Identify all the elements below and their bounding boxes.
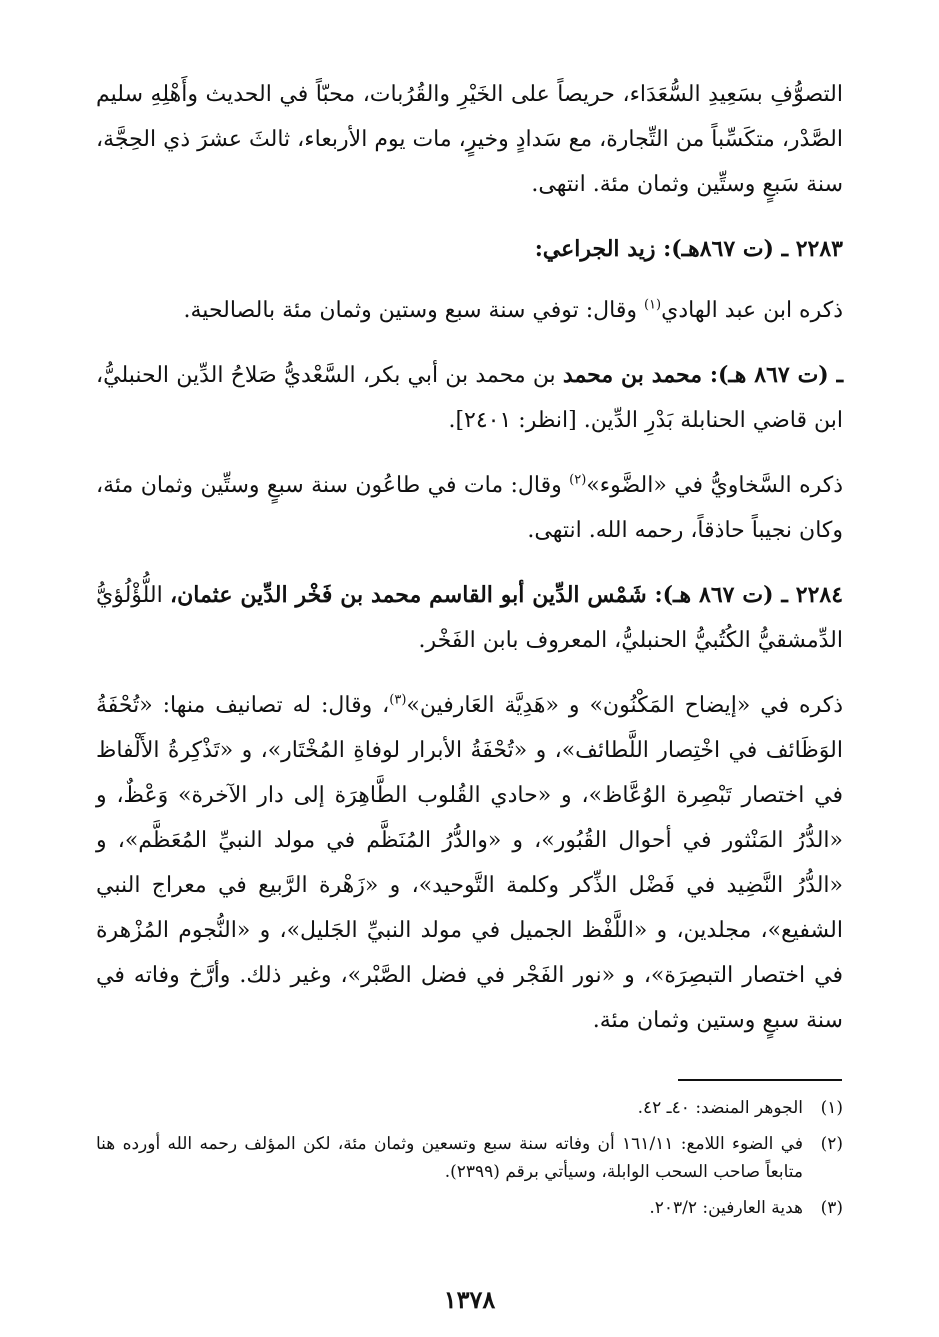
footnote-3: (٣) هدية العارفين: ٢٠٣/٢. <box>649 1198 843 1218</box>
footnote-separator <box>678 1079 842 1081</box>
entry-2283-heading: ٢٢٨٣ ـ (ت ٨٦٧هـ): زيد الجراعي: <box>534 236 843 262</box>
footnote-2: (٢) في الضوء اللامع: ١٦١/١١ أن وفاته سنة سبع وتسعين وثمان مئة، لكن المؤلف رحمه الله أورده هنا متابعاً صاحب السحب الوابلة، وسيأتي برقم (٢٣٩٩). <box>96 1134 843 1182</box>
entry-2283-body: ذكره ابن عبد الهادي$^{(١)}$ وقال: توفي سنة سبع وستين وثمان مئة بالصالحية. <box>183 297 843 323</box>
footnote-ref-1: (١) <box>643 297 662 313</box>
page-number: ١٣٧٨ <box>443 1285 496 1314</box>
footnotes <box>96 1094 843 1230</box>
footnote-ref-2: (٢) <box>569 472 587 488</box>
footnote-ref-3: (٣) <box>389 692 407 708</box>
paragraph-continuation: التصوُّفِ بسَعِيدِ السُّعَدَاء، حريصاً على الخَيْرِ والقُرُبات، محبّاً في الحديث وأَهْلِهِ سليم الصَّدْر، متكَسِّباً من التِّجارة، مع سَدادٍ وخيرٍ، مات يوم الأربعاء، ثالثَ عشرَ ذي الحِجَّة، سنة سَبعٍ وستِّين وثمان مئة. انتهى. <box>96 82 843 197</box>
main-text <box>96 72 843 1063</box>
footnote-1: (١) الجوهر المنضد: ٤٠ـ ٤٢. <box>637 1098 843 1118</box>
entry-mohammed-body: ذكره السَّخاويُّ في «الضَّوء»$^{(٢)}$ وقال: مات في طاعُون سنة سبعٍ وستِّين وثمان مئة، وكان نجيباً حاذقاً، رحمه الله. انتهى. <box>96 472 844 543</box>
entry-mohammed-heading: ـ (ت ٨٦٧ هـ): محمد بن محمد بن محمد بن أبي بكر، السَّعْديُّ صَلاحُ الدِّين الحنبليُّ، ابن قاضي الحنابلة بَدْرِ الدِّين. [انظر: ٢٤٠١]. <box>96 362 844 433</box>
entry-2284-body: ذكره في «إيضاح المَكْنُون» و «هَدِيَّة العَارفين»$^{(٣)}$، وقال: له تصانيف منها: «تُحْفَةُ الوَظَائف في اخْتِصار اللَّطائف»، و «تُحْفَةُ الأبرار لوفاةِ المُخْتَار»، و «تَذْكِرةُ الأَلْفاظ في اختصار تَبْصِرة الوُعَّاظ»، و «حادي القُلوب الطَّاهِرَة إلى دار الآخرة» وَعْظٌ، و «الدُّرُ المَنْثور في أحوال القُبُور»، و «والدُّرُ المُنَظَّم في مولد النبيِّ المُعَظَّم»، و «الدُّرُ النَّضِيد في فَضْل الذِّكر وكلمة التَّوحيد»، و «زَهْرة الرَّبيع في معراج النبي الشفيع»، مجلدين، و «اللَّفْظ الجميل في مولد النبيِّ الجَليل»، و «النُّجوم المُزْهرة في اختصار التبصِرَة»، و «نور الفَجْر في فضل الصَّبْر»، وغير ذلك. وأرَّخ وفاته في سنة سبعٍ وستين وثمان مئة. <box>96 692 843 1033</box>
entry-2284-heading: ٢٢٨٤ ـ (ت ٨٦٧ هـ): شَمْس الدِّين أبو القاسم محمد بن فَخْر الدِّين عثمان، اللُّؤْلُؤيُّ الدِّمشقيُّ الكُتُبيُّ الحنبليُّ، المعروف بابن الفَخْر. <box>96 582 844 653</box>
